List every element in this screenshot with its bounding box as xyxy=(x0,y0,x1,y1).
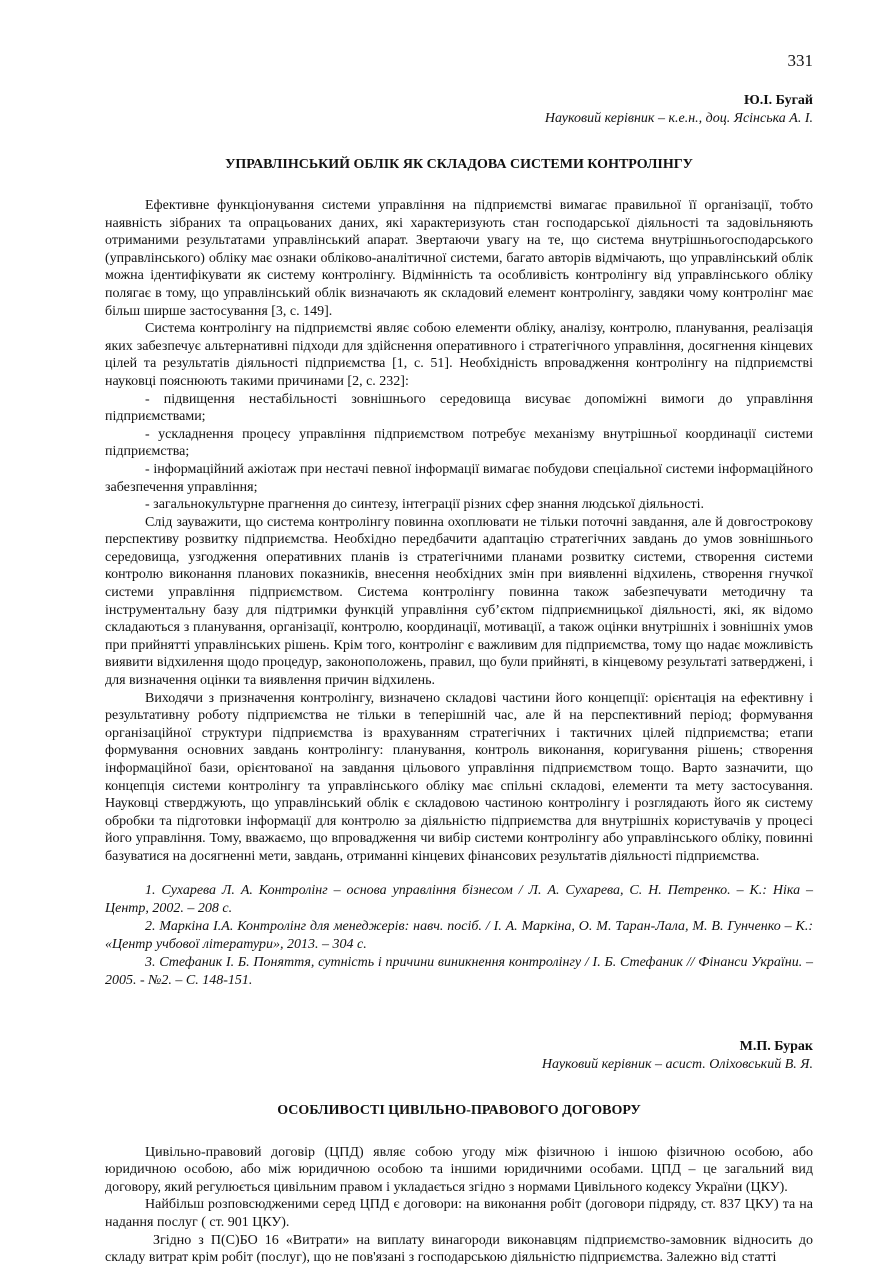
article-1 xyxy=(105,92,813,990)
author: М.П. Бурак xyxy=(739,1038,813,1054)
list-item: - ускладнення процесу управління підприємством потребує механізму внутрішньої координації системи підприємства; xyxy=(105,426,813,460)
author: Ю.І. Бугай xyxy=(743,93,813,108)
article-title: УПРАВЛІНСЬКИЙ ОБЛІК ЯК СКЛАДОВА СИСТЕМИ КОНТРОЛІНГУ xyxy=(225,157,693,172)
paragraph: Найбільш розповсюдженими серед ЦПД є договори: на виконання робіт (договори підряду, ст. 837 ЦКУ) та на надання послуг ( ст. 901 ЦКУ). xyxy=(105,1197,813,1230)
paragraph: Система контролінгу на підприємстві являє собою елементи обліку, аналізу, контролю, планування, реалізація яких забезпечує альтернативні підходи для здійснення оперативного і стратегічного управління, досягнення кінцевих цілей та результатів діяльності підприємства [1, с. 51]. Необхідність впровадження контролінгу на підприємстві науковці пояснюють такими причинами [2, с. 232]: xyxy=(105,321,813,389)
paragraph: Ефективне функціонування системи управління на підприємстві вимагає правильної її організації, тобто наявність зібраних та опрацьованих даних, які характеризують стан господарської діяльності та задовільняють отриманими результатами управлінський апарат. Звертаючи увагу на те, що система внутрішньогосподарського (управлінського) обліку має ознаки обліково-аналітичної системи, багато авторів відмічають, що управлінський облік можна ідентифікувати як систему контролінгу. Відмінність та особливість контролінгу від управлінського обліку полягає в тому, що управлінський облік визначають як складовий елемент контролінгу, завдяки чому контролінг має більш ширше застосування [3, с. 149]. xyxy=(105,198,813,319)
paragraph: Слід зауважити, що система контролінгу повинна охоплювати не тільки поточні завдання, але й довгострокову перспективу розвитку підприємства. Необхідно передбачити адаптацію стратегічних завдань до умов зовнішнього середовища, узгодження оперативних планів із стратегічними планами розвитку системи, створення системи контролю виконання планових показників, внесення необхідних змін при виявленні відхилень, створення гнучкої системи управління підприємством. Система контролінгу повинна також забезпечувати методичну та інструментальну базу для підтримки функцій управління суб’єктом підприємницької діяльності, які, як відомо складаються з планування, організації, контролю, координації, мотивації, а також оцінки внутрішніх і зовнішніх умов при прийнятті управлінських рішень. Крім того, контролінг є важливим для підприємства, тому що надає можливість виявити відхилення щодо процедур, законоположень, правил, що були прийняті, в кінцевому результаті затверджені, і для визначення оцінки та виявлення причин відхилень. xyxy=(105,514,813,689)
article-title: ОСОБЛИВОСТІ ЦИВІЛЬНО-ПРАВОВОГО ДОГОВОРУ xyxy=(277,1102,641,1118)
reference-item: 1. Сухарева Л. А. Контролінг – основа управління бізнесом / Л. А. Сухарева, С. Н. Петренко. – К.: Ніка – Центр, 2002. – 208 с. xyxy=(105,882,813,916)
paragraph: Цивільно-правовий договір (ЦПД) являє собою угоду між фізичною і іншою фізичною особою, або юридичною особою, або між юридичною особою та іншими юридичними особами. ЦПД – це загальний вид договору, який регулюється цивільним правом і укладається згідно з нормами Цивільного кодексу України (ЦКУ). xyxy=(105,1144,813,1195)
list-item: - підвищення нестабільності зовнішнього середовища висуває допоміжні вимоги до управління підприємствами; xyxy=(105,391,813,425)
paragraph: Згідно з П(С)БО 16 «Витрати» на виплату винагороди виконавцям підприємство-замовник відносить до складу витрат крім робіт (послуг), що не пов'язані з господарською діяльністю підприємства. Залежно від статті xyxy=(105,1232,813,1266)
reference-item: 2. Маркіна І.А. Контролінг для менеджерів: навч. посіб. / І. А. Маркіна, О. М. Таран-Лала, М. В. Гунченко – К.: «Центр учбової літератури», 2013. – 304 с. xyxy=(105,918,813,952)
supervisor: Науковий керівник – асист. Оліховський В. Я. xyxy=(541,1056,813,1072)
list-item: - інформаційний ажіотаж при нестачі певної інформації вимагає побудови спеціальної системи інформаційного забезпечення управління; xyxy=(105,461,813,495)
references xyxy=(105,882,813,990)
reference-item: 3. Стефаник І. Б. Поняття, сутність і причини виникнення контролінгу / І. Б. Стефаник // Фінанси України. – 2005. - №2. – С. 148-151. xyxy=(105,954,813,988)
page-number: 331 xyxy=(787,51,813,70)
paragraph: Виходячи з призначення контролінгу, визначено складові частини його концепції: орієнтація на ефективну і результативну роботу підприємства не тільки в теперішній час, але й на перспективний період; формування організаційної структури підприємства із врахуванням стратегічних і тактичних цілей підприємства; етапи формування основних завдань контролінгу: планування, контроль виконання, коригування рішень; створення інформаційної бази, орієнтованої на завдання цільового управління підприємством тощо. Варто зазначити, що концепція системи контролінгу та управлінського обліку має спільні складові, елементи та мету застосування. Науковці стверджують, що управлінський облік є складовою частиною контролінгу і розглядають його як систему обробки та підготовки інформації для контролю за діяльністю підприємства для внутрішніх користувачів у процесі його управління. Тому, вважаємо, що впровадження чи вибір системи контролінгу або управлінського обліку, повинні базуватися на досягненні мети, завдань, отриманні кінцевих фінансових результатів діяльності підприємства. xyxy=(105,690,813,864)
supervisor: Науковий керівник – к.е.н., доц. Ясінська А. І. xyxy=(544,111,813,126)
page xyxy=(105,50,813,1267)
article-2 xyxy=(105,1038,813,1267)
list-item: - загальнокультурне прагнення до синтезу, інтеграції різних сфер знання людської діяльності. xyxy=(145,497,705,513)
